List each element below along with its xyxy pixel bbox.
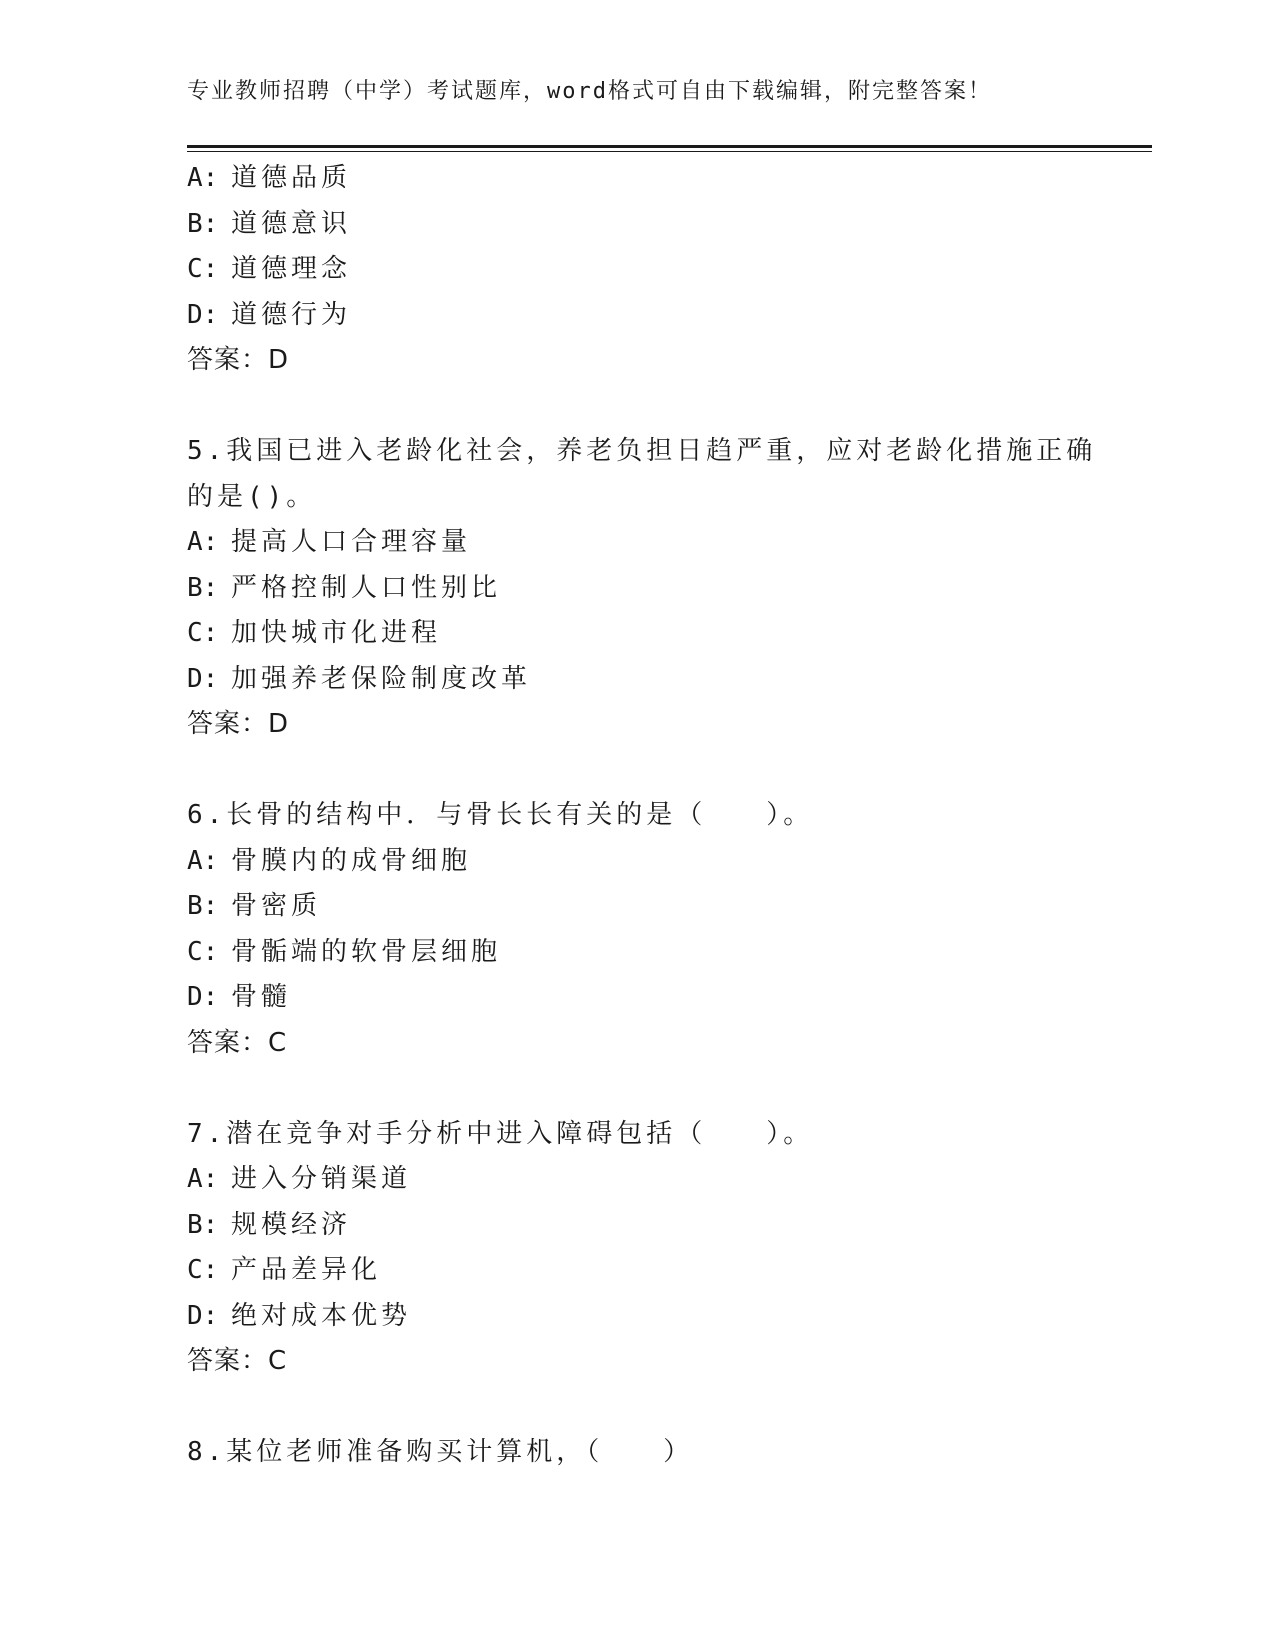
- question-block-8: [187, 1430, 1147, 1476]
- option-letter: B:: [187, 208, 219, 239]
- block-spacer: [187, 1385, 1147, 1431]
- option-letter: B:: [187, 1209, 219, 1240]
- option-line: [187, 1157, 1147, 1203]
- question-block-4: [187, 156, 1147, 384]
- block-spacer: [187, 748, 1147, 794]
- option-text: 提高人口合理容量: [231, 527, 472, 557]
- question-text: 5.我国已进入老龄化社会，养老负担日趋严重，应对老龄化措施正确: [187, 436, 1097, 466]
- option-text: 产品差异化: [231, 1255, 382, 1285]
- option-text: 骨髓: [231, 982, 292, 1012]
- option-letter: A:: [187, 527, 219, 557]
- option-letter: C:: [187, 618, 219, 648]
- option-letter: B:: [187, 891, 219, 921]
- option-line: [187, 202, 1147, 248]
- option-line: [187, 839, 1147, 885]
- answer-line: 答案：C: [187, 1027, 288, 1058]
- option-letter: D:: [187, 299, 219, 330]
- option-letter: A:: [187, 163, 219, 193]
- option-text: 道德理念: [231, 254, 352, 284]
- option-letter: C:: [187, 936, 219, 967]
- option-line: [187, 520, 1147, 566]
- option-line: [187, 611, 1147, 657]
- option-line: [187, 884, 1147, 930]
- option-text: 道德品质: [231, 163, 352, 193]
- block-spacer: [187, 1066, 1147, 1112]
- question-text: 的是()。: [187, 481, 317, 512]
- option-letter: D:: [187, 663, 219, 694]
- option-text: 进入分销渠道: [231, 1164, 412, 1194]
- option-line: [187, 156, 1147, 202]
- option-letter: A:: [187, 1164, 219, 1194]
- option-line: [187, 566, 1147, 612]
- question-list: [187, 156, 1147, 1476]
- option-line: [187, 1203, 1147, 1249]
- answer-line: 答案：C: [187, 1346, 288, 1376]
- option-text: 严格控制人口性别比: [231, 572, 502, 603]
- question-block-6: [187, 793, 1147, 1066]
- answer-line: 答案：D: [187, 345, 290, 375]
- header-rule-thick: [187, 145, 1152, 148]
- option-text: 骨密质: [231, 891, 322, 921]
- option-text: 骨骺端的软骨层细胞: [231, 936, 502, 967]
- option-line: [187, 1248, 1147, 1294]
- option-line: [187, 293, 1147, 339]
- option-text: 道德意识: [231, 208, 352, 239]
- option-text: 规模经济: [231, 1209, 352, 1240]
- option-letter: D:: [187, 1300, 219, 1331]
- question-text: 6.长骨的结构中．与骨长长有关的是（ ）。: [187, 800, 814, 830]
- option-line: [187, 930, 1147, 976]
- page-header: 专业教师招聘（中学）考试题库，word格式可自由下载编辑，附完整答案！: [187, 79, 992, 104]
- option-text: 骨膜内的成骨细胞: [231, 845, 472, 876]
- option-line: [187, 247, 1147, 293]
- option-text: 加快城市化进程: [231, 618, 442, 648]
- question-block-5: [187, 429, 1147, 748]
- option-letter: B:: [187, 572, 219, 603]
- option-line: [187, 975, 1147, 1021]
- option-line: [187, 1294, 1147, 1340]
- question-text: 7.潜在竞争对手分析中进入障碍包括（ ）。: [187, 1118, 814, 1149]
- answer-line: 答案：D: [187, 709, 290, 739]
- question-block-7: [187, 1112, 1147, 1385]
- block-spacer: [187, 384, 1147, 430]
- option-letter: C:: [187, 254, 219, 284]
- option-text: 绝对成本优势: [231, 1300, 412, 1331]
- question-text: 8.某位老师准备购买计算机，（ ）: [187, 1437, 694, 1467]
- option-letter: A:: [187, 845, 219, 876]
- option-text: 加强养老保险制度改革: [231, 663, 532, 694]
- option-letter: D:: [187, 982, 219, 1012]
- option-line: [187, 657, 1147, 703]
- header-rule-thin: [187, 151, 1152, 152]
- option-text: 道德行为: [231, 299, 352, 330]
- option-letter: C:: [187, 1255, 219, 1285]
